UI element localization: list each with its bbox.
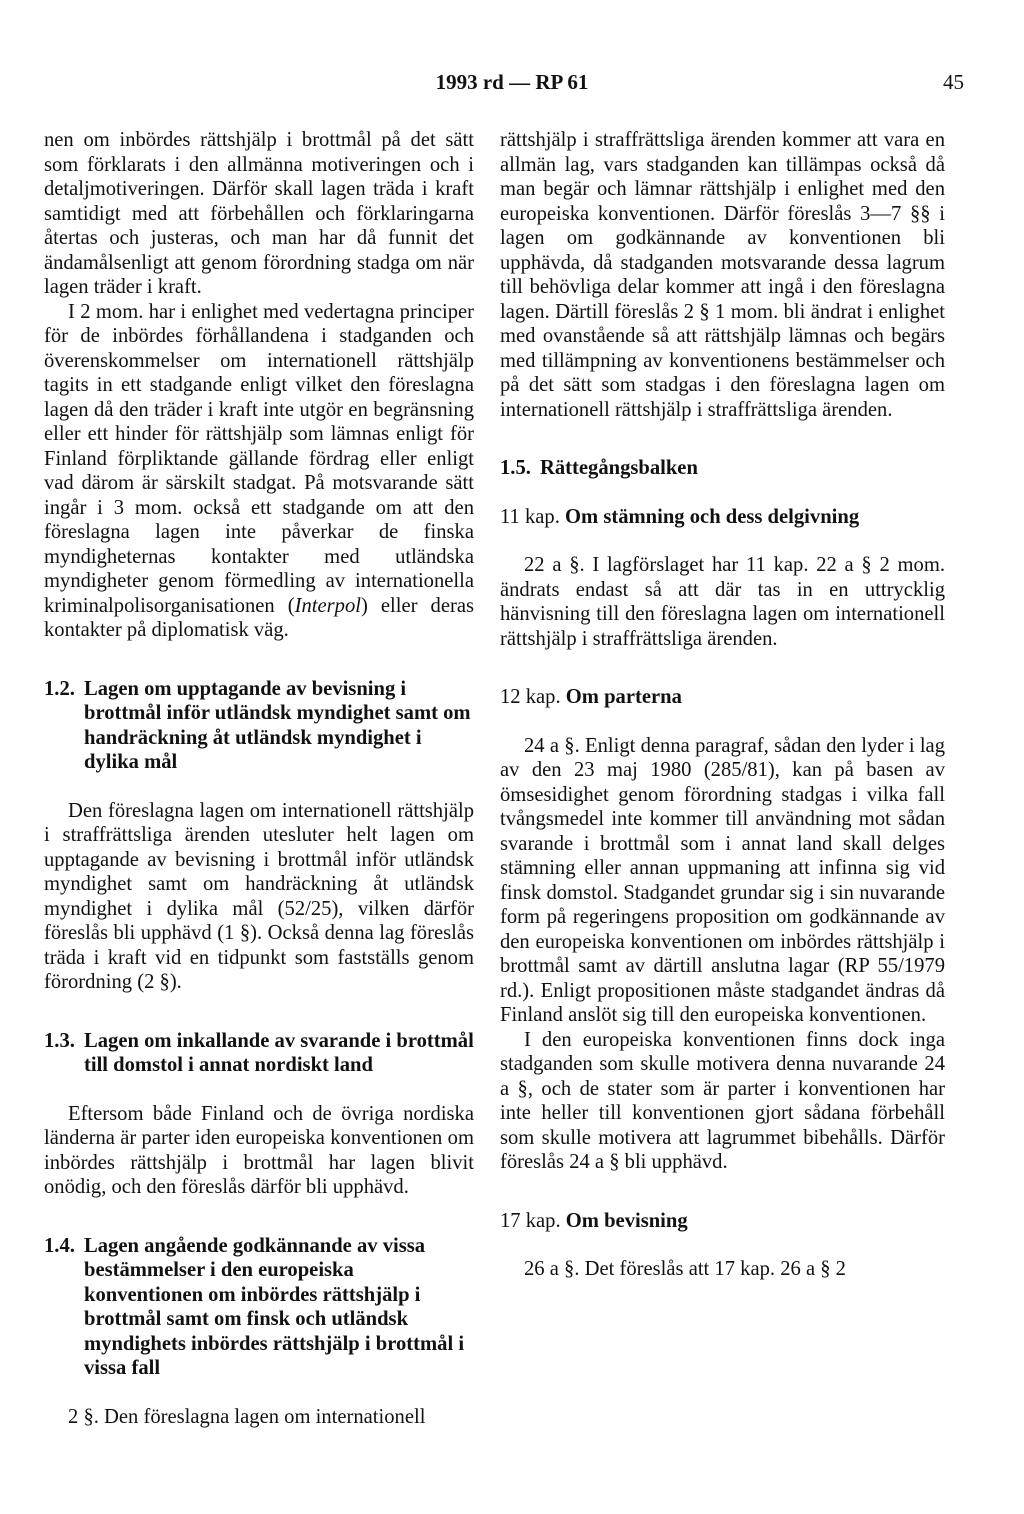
- section-heading-1-5: 1.5. Rättegångsbalken: [500, 457, 698, 479]
- page-header: [0, 70, 1024, 100]
- paragraph: 22 a §. I lagförslaget har 11 kap. 22 a § 2 mom. ändrats endast så att där tas in en uttrycklig hänvisning till den föreslagna lagen om internationell rättshjälp i straffrättsliga ärenden.: [500, 554, 945, 650]
- chapter-heading-12: 12 kap. Om parterna: [500, 686, 682, 708]
- page-number: 45: [943, 70, 964, 94]
- paragraph: Den föreslagna lagen om internationell rättshjälp i straffrättsliga ärenden utesluter helt lagen om upptagande av bevisning i brottmål inför utländsk myndighet samt om handräckning åt utländsk myndighet i dylika mål (52/25), vilken därför föreslås bli upphävd (1 §). Också denna lag föreslås träda i kraft vid en tidpunkt som fastställs genom förordning (2 §).: [44, 799, 474, 993]
- paragraph: 24 a §. Enligt denna paragraf, sådan den lyder i lag av den 23 maj 1980 (285/81), kan på basen av ömsesidighet genom förordning stadgas i vilka fall tvångsmedel inte kommer till användning mot sådan svarande i brottmål som i annat land skall delges stämning eller annan uppmaning att infinna sig vid finsk domstol. Stadgandet grundar sig i sin nuvarande form på regeringens proposition om godkännande av den europeiska konventionen om inbördes rättshjälp i brottmål samt av därtill anslutna lagar (RP 55/1979 rd.). Enligt propositionen måste stadgandet ändras då Finland anslöt sig till den europeiska konventionen.: [500, 734, 945, 1026]
- chapter-heading-17: 17 kap. Om bevisning: [500, 1209, 688, 1232]
- left-column: [44, 128, 474, 1429]
- right-column: [500, 128, 945, 1282]
- interpol-term: Interpol: [294, 594, 361, 617]
- paragraph: Eftersom både Finland och de övriga nordiska länderna är parter iden europeiska konventionen om inbördes rättshjälp i brottmål har lagen blivit onödig, och den föreslås därför bli upphävd.: [44, 1102, 474, 1198]
- paragraph: nen om inbördes rättshjälp i brottmål på det sätt som förklarats i den allmänna motiveringen och i detaljmotiveringen. Därför skall lagen träda i kraft samtidigt med att förbehållen och förklaringarna återtas och justeras, och man har då funnit det ändamålsenligt att genom förordning stadga om när lagen träder i kraft.: [44, 129, 474, 298]
- section-heading-1-3: 1.3. Lagen om inkallande av svarande i brottmål till domstol i annat nordiskt land: [44, 1029, 474, 1076]
- paragraph: 26 a §. Det föreslås att 17 kap. 26 a § 2: [524, 1258, 846, 1280]
- document-title: 1993 rd — RP 61: [435, 70, 589, 94]
- section-heading-1-4: 1.4. Lagen angående godkännande av vissa bestämmelser i den europeiska konventionen om inbördes rättshjälp i brottmål samt om finsk och utländsk myndighets inbördes rättshjälp i brottmål i vissa fall: [44, 1234, 465, 1379]
- section-heading-1-2: 1.2. Lagen om upptagande av bevisning i brottmål inför utländsk myndighet samt om handräckning åt utländsk myndighet i dylika mål: [44, 677, 471, 773]
- paragraph: 2 §. Den föreslagna lagen om internationell: [68, 1405, 426, 1428]
- paragraph: I den europeiska konventionen finns dock inga stadganden som skulle motivera denna nuvarande 24 a §, och de stater som är parter i konventionen har inte heller till konventionen gjort sådana förbehåll som skulle motivera att lagrummet bibehålls. Därför föreslås 24 a § bli upphävd.: [500, 1028, 945, 1173]
- paragraph: rättshjälp i straffrättsliga ärenden kommer att vara en allmän lag, vars stadganden kan tillämpas också då man begär och lämnar rättshjälp i enlighet med den europeiska konventionen. Därför föreslås 3—7 §§ i lagen om godkännande av konventionen bli upphävda, då stadganden motsvarande dessa lagrum till behövliga delar kommer att ingå i den föreslagna lagen. Därtill föreslås 2 § 1 mom. bli ändrat i enlighet med ovanstående så att rättshjälp lämnas och begärs med tillämpning av konventionens bestämmelser och på det sätt som stadgas i den föreslagna lagen om internationell rättshjälp i straffrättsliga ärenden.: [500, 129, 945, 421]
- paragraph: I 2 mom. har i enlighet med vedertagna principer för de inbördes förhållandena i stadganden och överenskommelser om internationell rättshjälp tagits in ett stadgande enligt vilket den föreslagna lagen då den träder i kraft inte utgör en begränsning eller ett hinder för rättshjälp som lämnas enligt för Finland förpliktande gällande fördrag eller enligt vad därom är särskilt stadgat. På motsvarande sätt ingår i 3 mom. också ett stadgande om att den föreslagna lagen inte påverkar de finska myndigheternas kontakter med utländska myndigheter genom förmedling av internationella kriminalpolisorganisationen (Interpol) eller deras kontakter på diplomatisk väg.: [44, 300, 475, 641]
- chapter-heading-11: 11 kap. Om stämning och dess delgivning: [500, 505, 860, 528]
